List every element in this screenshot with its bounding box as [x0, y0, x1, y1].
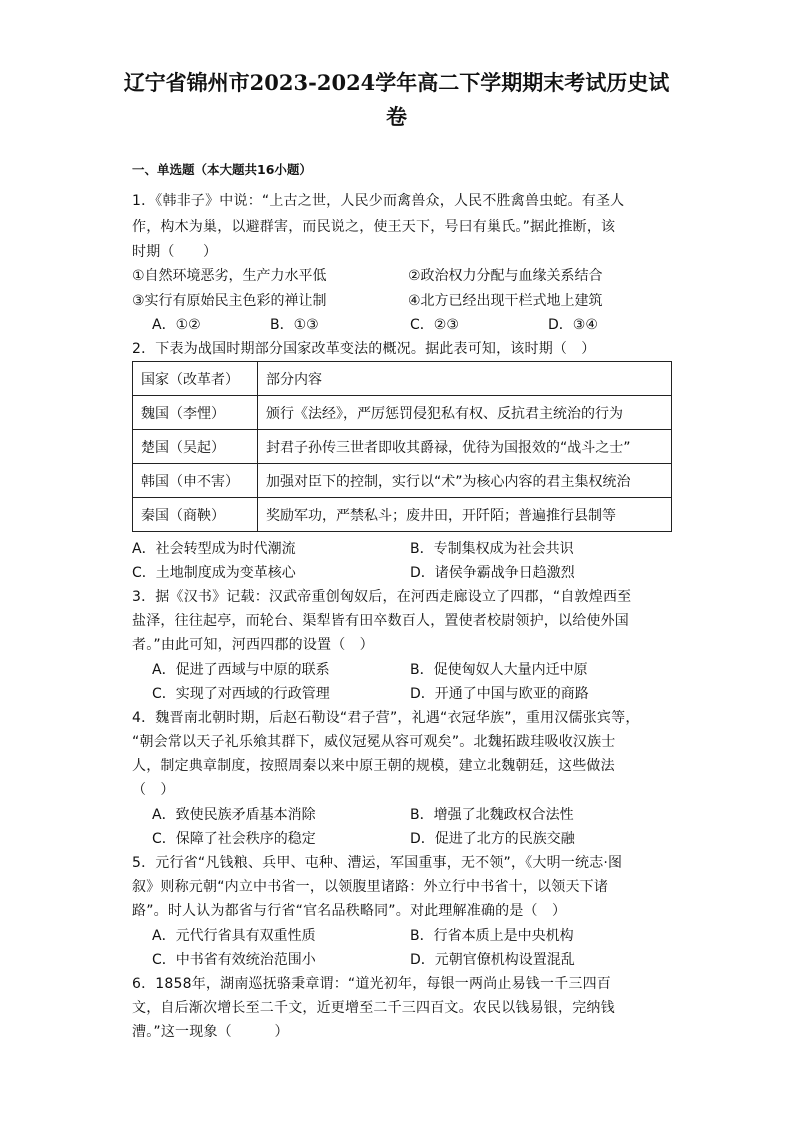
q3-stem-line-1: 3．据《汉书》记载：汉武帝重创匈奴后，在河西走廊设立了四郡，“自敦煌西至 — [132, 589, 632, 605]
table-row — [133, 396, 672, 430]
q3-stem-line-2: 盐泽，往往起亭，而轮台、渠犁皆有田卒数百人，置使者校尉领护，以给使外国 — [132, 613, 629, 629]
q1-statement-2: ②政治权力分配与血缘关系结合 — [408, 268, 603, 284]
table-cell: 颁行《法经》，严厉惩罚侵犯私有权、反抗君主统治的行为 — [258, 396, 672, 430]
q2-option-d: D．诸侯争霸战争日趋激烈 — [410, 565, 575, 581]
q1-stem-line-1: 1．《韩非子》中说：“上古之世，人民少而禽兽众，人民不胜禽兽虫蛇。有圣人 — [132, 193, 625, 209]
q2-option-b: B．专制集权成为社会共识 — [410, 541, 574, 557]
q4-option-b: B．增强了北魏政权合法性 — [410, 807, 574, 823]
reform-table — [132, 361, 672, 532]
q1-stem-line-3: 时期（ ） — [132, 244, 218, 260]
q1-stem-line-2: 作，构木为巢，以避群害，而民说之，使王天下，号曰有巢氏。”据此推断，该 — [132, 219, 616, 235]
table-cell: 韩国（申不害） — [133, 464, 258, 498]
q1-statement-4: ④北方已经出现干栏式地上建筑 — [408, 293, 603, 309]
q6-stem-line-1: 6．1858年，湖南巡抚骆秉章谓：“道光初年，每银一两尚止易钱一千三四百 — [132, 976, 611, 992]
q2-option-c: C．土地制度成为变革核心 — [132, 565, 296, 581]
q5-option-a: A．元代行省具有双重性质 — [152, 928, 316, 944]
section-heading: 一、单选题（本大题共16小题） — [132, 162, 312, 177]
q2-stem: 2．下表为战国时期部分国家改革变法的概况。据此表可知，该时期（ ） — [132, 341, 596, 357]
table-row — [133, 430, 672, 464]
table-header-cell: 部分内容 — [258, 362, 672, 396]
q4-stem-line-3: 人，制定典章制度，按照周秦以来中原王朝的规模，建立北魏朝廷，这些做法 — [132, 758, 615, 774]
table-cell: 奖励军功，严禁私斗；废井田，开阡陌；普遍推行县制等 — [258, 498, 672, 532]
table-cell: 楚国（吴起） — [133, 430, 258, 464]
q3-option-b: B．促使匈奴人大量内迁中原 — [410, 662, 588, 678]
table-cell: 加强对臣下的控制，实行以“术”为核心内容的君主集权统治 — [258, 464, 672, 498]
table-row — [133, 498, 672, 532]
q3-option-a: A．促进了西域与中原的联系 — [152, 662, 330, 678]
table-cell: 魏国（李悝） — [133, 396, 258, 430]
q4-option-a: A．致使民族矛盾基本消除 — [152, 807, 316, 823]
q1-option-c: C．②③ — [410, 317, 459, 333]
table-cell: 封君子孙传三世者即收其爵禄，优待为国报效的“战斗之士” — [258, 430, 672, 464]
exam-title — [110, 66, 683, 134]
q5-stem-line-1: 5．元行省“凡钱粮、兵甲、屯种、漕运，军国重事，无不领”，《大明一统志·图 — [132, 855, 623, 871]
exam-title-line-2: 卷 — [386, 104, 407, 129]
q6-stem-line-3: 漕。”这一现象（ ） — [132, 1024, 289, 1040]
q1-option-b: B．①③ — [270, 317, 319, 333]
exam-title-line-1: 辽宁省锦州市2023-2024学年高二下学期期末考试历史试 — [123, 70, 670, 95]
q1-statement-1: ①自然环境恶劣，生产力水平低 — [132, 268, 327, 284]
q1-statement-3: ③实行有原始民主色彩的禅让制 — [132, 293, 327, 309]
q2-option-a: A．社会转型成为时代潮流 — [132, 541, 296, 557]
table-cell: 秦国（商鞅） — [133, 498, 258, 532]
q1-option-a: A．①② — [152, 317, 201, 333]
q6-stem-line-2: 文，自后渐次增长至二千文，近更增至二千三四百文。农民以钱易银，完纳钱 — [132, 1000, 615, 1016]
q4-stem-line-1: 4．魏晋南北朝时期，后赵石勒设“君子营”，礼遇“衣冠华族”，重用汉儒张宾等， — [132, 710, 640, 726]
table-row — [133, 464, 672, 498]
q5-option-c: C．中书省有效统治范围小 — [152, 952, 316, 968]
q4-option-c: C．保障了社会秩序的稳定 — [152, 831, 316, 847]
q5-option-d: D．元朝官僚机构设置混乱 — [410, 952, 575, 968]
q1-option-d: D．③④ — [548, 317, 598, 333]
q5-stem-line-2: 叙》则称元朝“内立中书省一，以领腹里诸路：外立行中书省十，以领天下诸 — [132, 879, 609, 895]
table-header-cell: 国家（改革者） — [133, 362, 258, 396]
q4-stem-line-4: （ ） — [132, 782, 175, 798]
q4-option-d: D．促进了北方的民族交融 — [410, 831, 575, 847]
q3-stem-line-3: 者。”由此可知，河西四郡的设置（ ） — [132, 637, 374, 653]
q3-option-d: D．开通了中国与欧亚的商路 — [410, 686, 589, 702]
q5-stem-line-3: 路”。时人认为都省与行省“官名品秩略同”。对此理解准确的是（ ） — [132, 903, 567, 919]
q3-option-c: C．实现了对西域的行政管理 — [152, 686, 330, 702]
q5-option-b: B．行省本质上是中央机构 — [410, 928, 574, 944]
table-header-row — [133, 362, 672, 396]
q4-stem-line-2: “朝会常以天子礼乐飨其群下，威仪冠冕从容可观矣”。北魏拓跋珪吸收汉族士 — [132, 734, 616, 750]
